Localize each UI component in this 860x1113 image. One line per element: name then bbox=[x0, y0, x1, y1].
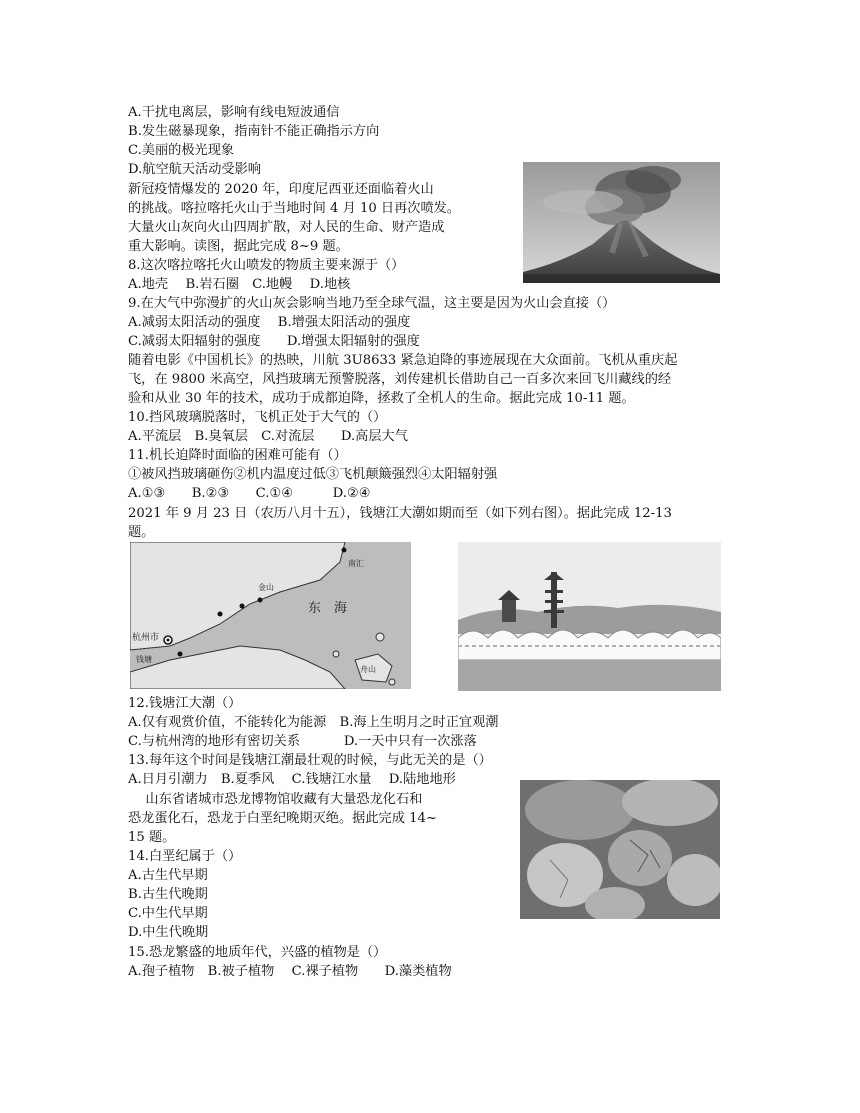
passage-volcano-line-4: 重大影响。读图，据此完成 8~9 题。 bbox=[128, 239, 349, 254]
dinosaur-egg-photo bbox=[520, 780, 720, 919]
option-a-q7: A.干扰电离层，影响有线电短波通信 bbox=[128, 105, 340, 120]
map-label-zhoushan: 舟山 bbox=[360, 665, 376, 674]
map-label-nanhui: 南汇 bbox=[348, 559, 364, 568]
question-14: 14.白垩纪属于（） bbox=[128, 849, 242, 864]
volcano-photo bbox=[523, 162, 720, 283]
statements-q11: ①被风挡玻璃砸伤②机内温度过低③飞机颠簸强烈④太阳辐射强 bbox=[128, 467, 498, 482]
passage-volcano-line-3: 大量火山灰向火山四周扩散，对人民的生命、财产造成 bbox=[128, 220, 445, 235]
passage-volcano-line-2: 的挑战。喀拉喀托火山于当地时间 4 月 10 日再次喷发。 bbox=[128, 201, 461, 216]
options-q9-ab: A.减弱太阳活动的强度 B.增强太阳活动的强度 bbox=[128, 315, 411, 330]
passage-tide-line-2: 题。 bbox=[128, 525, 155, 540]
options-q10: A.平流层 B.臭氧层 C.对流层 D.高层大气 bbox=[128, 429, 408, 444]
options-q11: A.①③ B.②③ C.①④ D.②④ bbox=[128, 486, 371, 501]
option-b-q14: B.古生代晚期 bbox=[128, 887, 208, 902]
passage-pilot-line-1: 随着电影《中国机长》的热映，川航 3U8633 紧急迫降的事迹展现在大众面前。飞机从重庆起 bbox=[128, 353, 678, 368]
options-q13: A.日月引潮力 B.夏季风 C.钱塘江水量 D.陆地地形 bbox=[128, 772, 456, 787]
question-12: 12.钱塘江大潮（） bbox=[128, 696, 242, 711]
passage-volcano-line-1: 新冠疫情爆发的 2020 年，印度尼西亚还面临着火山 bbox=[128, 182, 434, 197]
option-a-q14: A.古生代早期 bbox=[128, 868, 208, 883]
hangzhou-bay-map bbox=[130, 542, 411, 689]
map-label-jinshan: 金山 bbox=[258, 583, 274, 592]
options-q15: A.孢子植物 B.被子植物 C.裸子植物 D.藻类植物 bbox=[128, 964, 452, 979]
question-8: 8.这次喀拉喀托火山喷发的物质主要来源于（） bbox=[128, 258, 405, 273]
options-q12-ab: A.仅有观赏价值，不能转化为能源 B.海上生明月之时正宜观潮 bbox=[128, 715, 499, 730]
question-9: 9.在大气中弥漫扩的火山灰会影响当地乃至全球气温，这主要是因为火山会直接（） bbox=[128, 296, 616, 311]
option-d-q14: D.中生代晚期 bbox=[128, 925, 209, 940]
question-11: 11.机长迫降时面临的困难可能有（） bbox=[128, 448, 347, 463]
question-10: 10.挡风玻璃脱落时，飞机正处于大气的（） bbox=[128, 410, 387, 425]
map-label-qiantang: 钱塘 bbox=[136, 655, 152, 664]
passage-pilot-line-3: 验和从业 30 年的技术，成功于成都迫降，拯救了全机人的生命。据此完成 10-11 题。 bbox=[128, 391, 635, 406]
tidal-bore-photo bbox=[458, 542, 721, 691]
passage-tide-line-1: 2021 年 9 月 23 日（农历八月十五），钱塘江大潮如期而至（如下列右图）。据此完成 12-13 bbox=[128, 506, 672, 521]
option-c-q14: C.中生代早期 bbox=[128, 906, 208, 921]
map-label-east-sea: 东 海 bbox=[308, 601, 348, 616]
option-c-q7: C.美丽的极光现象 bbox=[128, 143, 235, 158]
options-q12-cd: C.与杭州湾的地形有密切关系 D.一天中只有一次涨落 bbox=[128, 734, 477, 749]
option-d-q7: D.航空航天活动受影响 bbox=[128, 162, 261, 177]
map-label-hangzhou: 杭州市 bbox=[132, 633, 160, 643]
passage-dinosaur-line-1: 山东省诸城市恐龙博物馆收藏有大量恐龙化石和 bbox=[128, 792, 423, 807]
passage-pilot-line-2: 飞，在 9800 米高空，风挡玻璃无预警脱落，刘传建机长借助自己一百多次来回飞川藏线的经 bbox=[128, 372, 672, 387]
question-15: 15.恐龙繁盛的地质年代，兴盛的植物是（） bbox=[128, 945, 387, 960]
question-13: 13.每年这个时间是钱塘江潮最壮观的时候，与此无关的是（） bbox=[128, 753, 492, 768]
options-q9-cd: C.减弱太阳辐射的强度 D.增强太阳辐射的强度 bbox=[128, 334, 420, 349]
passage-dinosaur-line-2: 恐龙蛋化石，恐龙于白垩纪晚期灭绝。据此完成 14~ bbox=[128, 811, 437, 826]
option-b-q7: B.发生磁暴现象，指南针不能正确指示方向 bbox=[128, 124, 380, 139]
passage-dinosaur-line-3: 15 题。 bbox=[128, 830, 176, 845]
options-q8: A.地壳 B.岩石圈 C.地幔 D.地核 bbox=[128, 277, 351, 292]
